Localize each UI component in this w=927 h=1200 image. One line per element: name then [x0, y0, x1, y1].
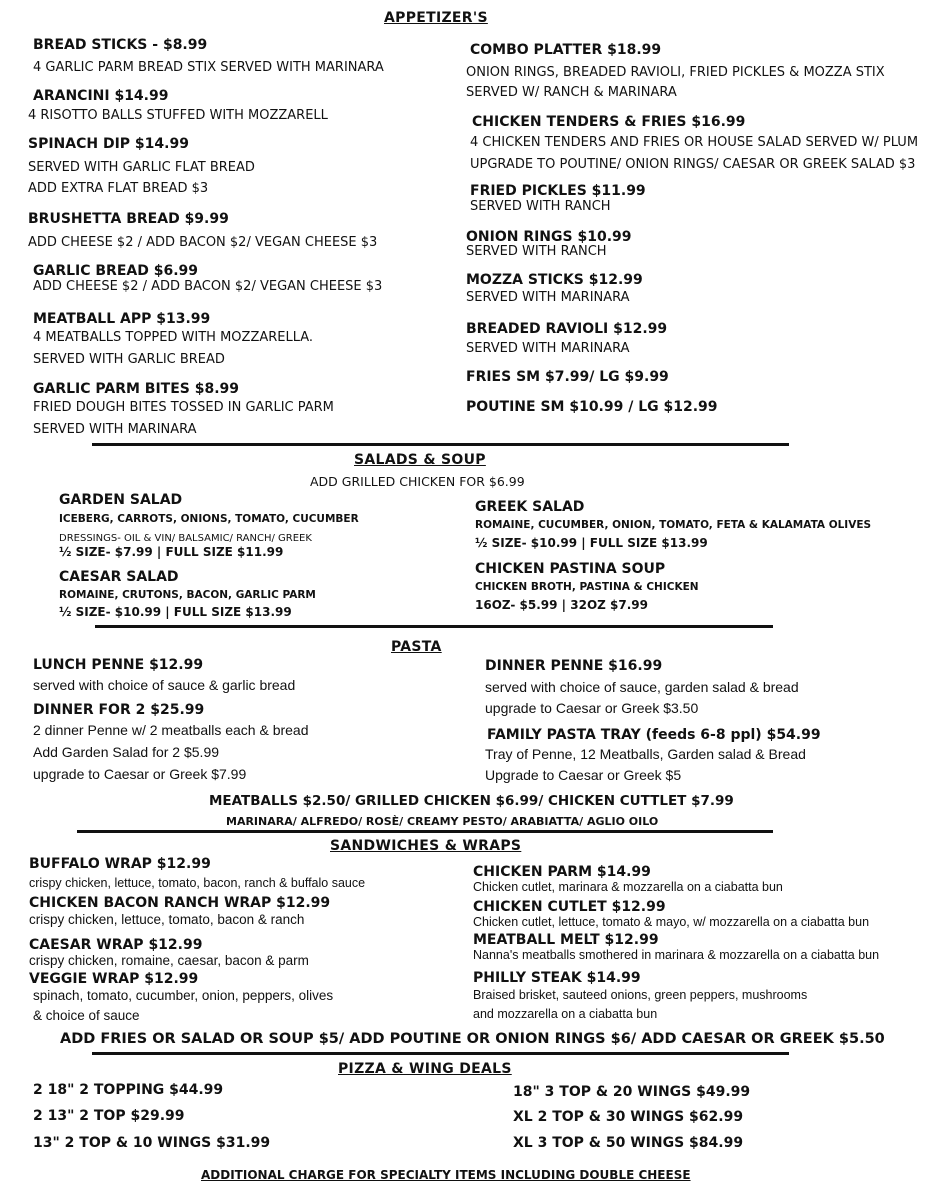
menu-item-title: VEGGIE WRAP $12.99 — [29, 971, 199, 987]
deal-item: XL 2 TOP & 30 WINGS $62.99 — [513, 1109, 744, 1125]
menu-item-title: GARDEN SALAD — [59, 492, 183, 508]
section-divider — [77, 830, 773, 833]
menu-item-title: PHILLY STEAK $14.99 — [473, 970, 641, 986]
pasta-sauces: MARINARA/ ALFREDO/ ROSÈ/ CREAMY PESTO/ ARABIATTA/ AGLIO OILO — [226, 815, 659, 828]
menu-item-title: SPINACH DIP $14.99 — [28, 136, 189, 152]
menu-item-title: ONION RINGS $10.99 — [466, 229, 632, 245]
menu-item-title: DINNER FOR 2 $25.99 — [33, 702, 205, 718]
menu-item-price: ½ SIZE- $10.99 | FULL SIZE $13.99 — [59, 605, 292, 619]
deal-item: XL 3 TOP & 50 WINGS $84.99 — [513, 1135, 744, 1151]
menu-item-desc: ADD CHEESE $2 / ADD BACON $2/ VEGAN CHEESE $3 — [28, 235, 378, 250]
pizza-heading: PIZZA & WING DEALS — [338, 1061, 512, 1077]
menu-item-title: FRIES SM $7.99/ LG $9.99 — [466, 369, 669, 385]
menu-item-title: ARANCINI $14.99 — [33, 88, 169, 104]
menu-item-title: FAMILY PASTA TRAY (feeds 6-8 ppl) $54.99 — [487, 727, 821, 743]
menu-item-title: CHICKEN PASTINA SOUP — [475, 561, 666, 577]
menu-item-desc: SERVED WITH GARLIC FLAT BREAD — [28, 160, 255, 175]
menu-item-title: BUFFALO WRAP $12.99 — [29, 856, 211, 872]
menu-item-desc: 4 RISOTTO BALLS STUFFED WITH MOZZARELL — [28, 108, 328, 123]
menu-item-desc: ROMAINE, CRUTONS, BACON, GARLIC PARM — [59, 589, 316, 601]
menu-item-desc: SERVED WITH RANCH — [470, 199, 611, 214]
menu-item-desc: 4 GARLIC PARM BREAD STIX SERVED WITH MARINARA — [33, 60, 384, 75]
section-divider — [92, 1052, 789, 1055]
menu-item-title: CHICKEN TENDERS & FRIES $16.99 — [472, 114, 746, 130]
menu-item-desc: 2 dinner Penne w/ 2 meatballs each & bread — [33, 722, 309, 738]
menu-item-price: 16OZ- $5.99 | 32OZ $7.99 — [475, 598, 648, 612]
menu-item-title: CAESAR SALAD — [59, 569, 179, 585]
menu-item-desc: Nanna's meatballs smothered in marinara & mozzarella on a ciabatta bun — [473, 948, 880, 962]
menu-item-desc: SERVED WITH RANCH — [466, 244, 607, 259]
menu-item-desc: & choice of sauce — [33, 1008, 140, 1023]
menu-item-title: COMBO PLATTER $18.99 — [470, 42, 662, 58]
pasta-heading: PASTA — [391, 639, 442, 655]
menu-item-desc: ADD EXTRA FLAT BREAD $3 — [28, 181, 209, 196]
menu-item-title: GARLIC BREAD $6.99 — [33, 263, 199, 279]
menu-item-desc: Tray of Penne, 12 Meatballs, Garden salad & Bread — [485, 746, 806, 762]
menu-item-desc: crispy chicken, lettuce, tomato, bacon, ranch & buffalo sauce — [29, 876, 366, 890]
menu-item-desc: CHICKEN BROTH, PASTINA & CHICKEN — [475, 581, 699, 593]
pasta-addons: MEATBALLS $2.50/ GRILLED CHICKEN $6.99/ CHICKEN CUTTLET $7.99 — [209, 793, 734, 809]
salads-heading: SALADS & SOUP — [354, 452, 486, 468]
menu-item-desc: ONION RINGS, BREADED RAVIOLI, FRIED PICKLES & MOZZA STIX — [466, 65, 885, 80]
sandwiches-heading: SANDWICHES & WRAPS — [330, 838, 522, 854]
menu-item-title: MOZZA STICKS $12.99 — [466, 272, 643, 288]
menu-item-desc: Upgrade to Caesar or Greek $5 — [485, 767, 682, 783]
menu-item-desc: ICEBERG, CARROTS, ONIONS, TOMATO, CUCUMBER — [59, 513, 359, 525]
menu-item-title: MEATBALL MELT $12.99 — [473, 932, 659, 948]
menu-item-title: BREADED RAVIOLI $12.99 — [466, 321, 668, 337]
menu-item-price: ½ SIZE- $10.99 | FULL SIZE $13.99 — [475, 536, 708, 550]
menu-item-title: BRUSHETTA BREAD $9.99 — [28, 211, 229, 227]
menu-item-desc: SERVED WITH MARINARA — [466, 341, 630, 356]
menu-item-desc: 4 MEATBALLS TOPPED WITH MOZZARELLA. — [33, 330, 314, 345]
section-divider — [95, 625, 773, 628]
menu-item-desc: Braised brisket, sauteed onions, green peppers, mushrooms — [473, 988, 808, 1002]
deal-item: 2 18" 2 TOPPING $44.99 — [33, 1082, 224, 1098]
menu-item-title: FRIED PICKLES $11.99 — [470, 183, 646, 199]
deal-item: 2 13" 2 TOP $29.99 — [33, 1108, 185, 1124]
menu-item-desc: crispy chicken, romaine, caesar, bacon & parm — [29, 953, 309, 968]
menu-item-title: POUTINE SM $10.99 / LG $12.99 — [466, 399, 718, 415]
menu-item-desc: ROMAINE, CUCUMBER, ONION, TOMATO, FETA & KALAMATA OLIVES — [475, 519, 872, 531]
menu-item-desc: upgrade to Caesar or Greek $3.50 — [485, 700, 699, 716]
menu-item-desc: and mozzarella on a ciabatta bun — [473, 1007, 658, 1021]
menu-item-desc: SERVED W/ RANCH & MARINARA — [466, 85, 677, 100]
menu-item-title: CHICKEN PARM $14.99 — [473, 864, 651, 880]
menu-item-desc: DRESSINGS- OIL & VIN/ BALSAMIC/ RANCH/ GREEK — [59, 533, 312, 544]
pizza-footer-note: ADDITIONAL CHARGE FOR SPECIALTY ITEMS INCLUDING DOUBLE CHEESE — [201, 1168, 691, 1182]
menu-item-desc: Chicken cutlet, marinara & mozzarella on a ciabatta bun — [473, 880, 783, 894]
menu-item-desc: FRIED DOUGH BITES TOSSED IN GARLIC PARM — [33, 400, 334, 415]
sandwiches-addons: ADD FRIES OR SALAD OR SOUP $5/ ADD POUTINE OR ONION RINGS $6/ ADD CAESAR OR GREEK $5.50 — [60, 1031, 885, 1047]
menu-item-title: CAESAR WRAP $12.99 — [29, 937, 203, 953]
menu-item-desc: UPGRADE TO POUTINE/ ONION RINGS/ CAESAR OR GREEK SALAD $3 — [470, 157, 916, 172]
menu-item-title: LUNCH PENNE $12.99 — [33, 657, 204, 673]
menu-item-desc: SERVED WITH MARINARA — [33, 422, 197, 437]
menu-item-title: GREEK SALAD — [475, 499, 585, 515]
menu-item-desc: SERVED WITH MARINARA — [466, 290, 630, 305]
menu-item-desc: Chicken cutlet, lettuce, tomato & mayo, w/ mozzarella on a ciabatta bun — [473, 915, 870, 929]
menu-item-title: GARLIC PARM BITES $8.99 — [33, 381, 240, 397]
menu-item-desc: upgrade to Caesar or Greek $7.99 — [33, 766, 247, 782]
appetizers-heading: APPETIZER'S — [384, 10, 488, 26]
menu-item-desc: served with choice of sauce, garden salad & bread — [485, 679, 799, 695]
menu-item-desc: 4 CHICKEN TENDERS AND FRIES OR HOUSE SALAD SERVED W/ PLUM — [470, 135, 919, 150]
menu-item-desc: served with choice of sauce & garlic bread — [33, 677, 296, 693]
menu-item-desc: Add Garden Salad for 2 $5.99 — [33, 744, 220, 760]
menu-item-title: DINNER PENNE $16.99 — [485, 658, 663, 674]
menu-item-desc: SERVED WITH GARLIC BREAD — [33, 352, 225, 367]
menu-item-desc: spinach, tomato, cucumber, onion, peppers, olives — [33, 988, 334, 1003]
menu-item-title: MEATBALL APP $13.99 — [33, 311, 211, 327]
menu-item-price: ½ SIZE- $7.99 | FULL SIZE $11.99 — [59, 545, 284, 559]
deal-item: 18" 3 TOP & 20 WINGS $49.99 — [513, 1084, 751, 1100]
menu-item-title: BREAD STICKS - $8.99 — [33, 37, 208, 53]
menu-item-desc: crispy chicken, lettuce, tomato, bacon & ranch — [29, 912, 305, 927]
salads-subheading: ADD GRILLED CHICKEN FOR $6.99 — [310, 474, 525, 489]
section-divider — [92, 443, 789, 446]
menu-item-desc: ADD CHEESE $2 / ADD BACON $2/ VEGAN CHEESE $3 — [33, 279, 383, 294]
menu-item-title: CHICKEN CUTLET $12.99 — [473, 899, 666, 915]
menu-item-title: CHICKEN BACON RANCH WRAP $12.99 — [29, 895, 331, 911]
deal-item: 13" 2 TOP & 10 WINGS $31.99 — [33, 1135, 271, 1151]
